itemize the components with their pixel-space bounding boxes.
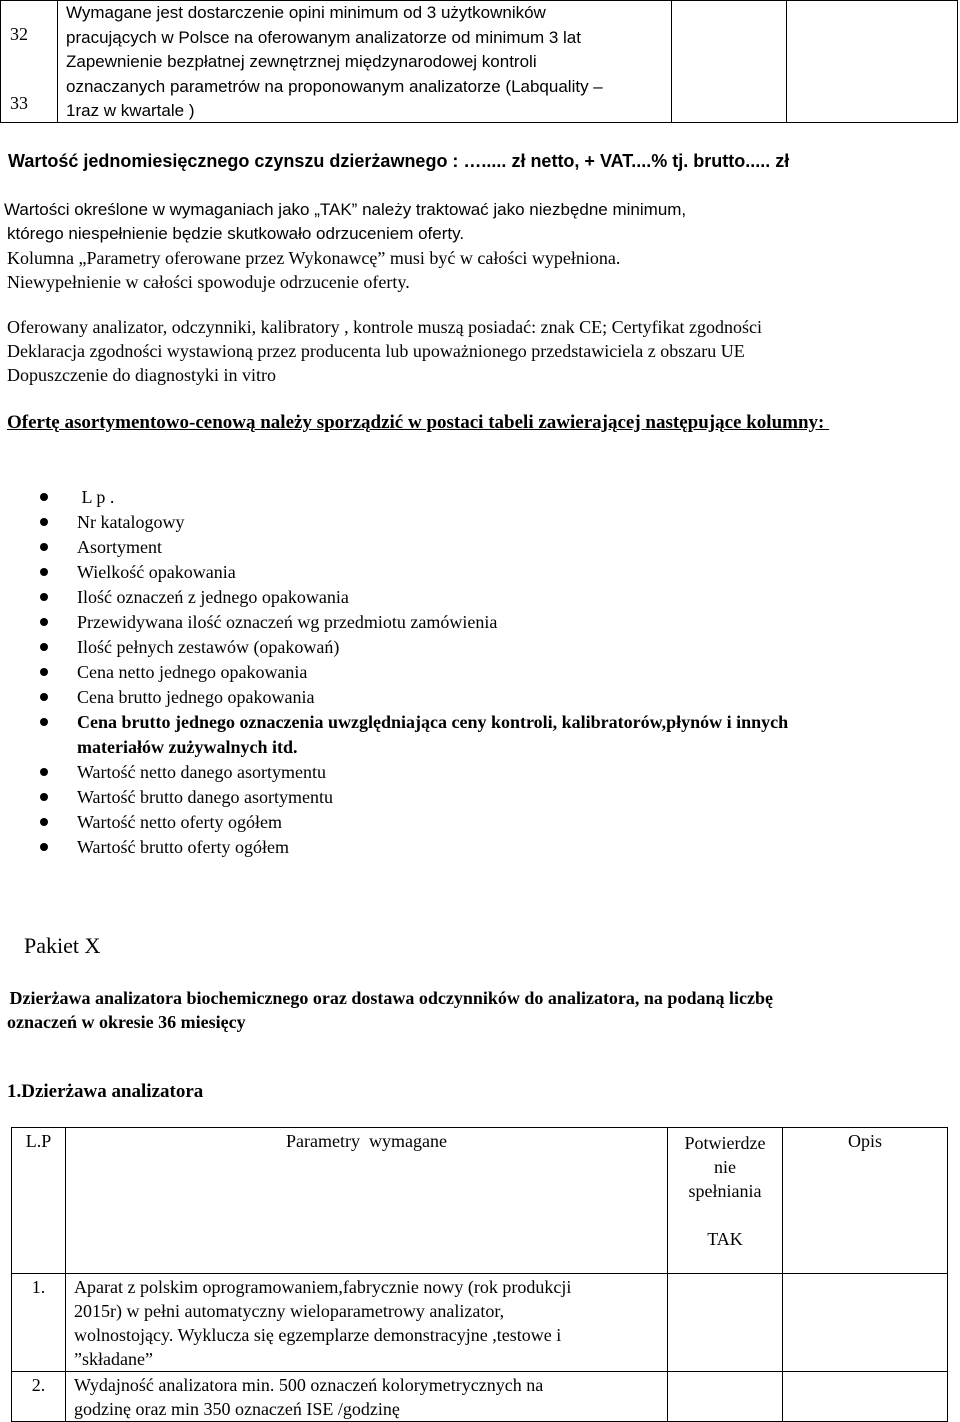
row-lp: 2. [12,1372,66,1422]
cert-line: Dopuszczenie do diagnostyki in vitro [7,365,276,385]
package-title: Pakiet X [24,933,101,958]
row-number: 33 [10,93,28,113]
header-confirm: Potwierdze nie spełniania TAK [668,1128,783,1274]
requirement-line: 1raz w kwartale ) [66,101,195,120]
parameters-table [11,1127,948,1422]
bullet-icon [40,593,48,601]
header-params: Parametry wymagane [66,1128,668,1274]
note-line: Wartości określone w wymaganiach jako „TAK” należy traktować jako niezbędne minimum, [4,200,687,219]
table-row [12,1274,948,1372]
description-cell [787,1,958,123]
row-confirm [668,1274,783,1372]
row-number: 32 [10,24,28,44]
offer-heading: Ofertę asortymentowo-cenową należy sporządzić w postaci tabeli zawierającej następujące kolumny: [7,412,830,433]
header-desc: Opis [783,1128,948,1274]
bullet-icon [40,768,48,776]
requirement-line: Zapewnienie bezpłatnej zewnętrznej międzynarodowej kontroli [66,52,537,71]
bullet-icon [40,568,48,576]
requirements-table [0,0,958,123]
bullet-icon [40,643,48,651]
requirement-text-cell [58,1,672,123]
row-confirm [668,1372,783,1422]
row-desc [783,1372,948,1422]
package-description: Dzierżawa analizatora biochemicznego oraz dostawa odczynników do analizatora, na podaną liczbę [5,988,773,1008]
row-desc [783,1274,948,1372]
package-description: oznaczeń w okresie 36 miesięcy [7,1012,246,1032]
section-title: 1.Dzierżawa analizatora [7,1081,204,1102]
cert-line: Deklaracja zgodności wystawioną przez producenta lub upoważnionego przedstawiciela z obszaru UE [7,341,745,361]
bullet-icon [40,543,48,551]
confirmation-cell [672,1,787,123]
requirement-line: pracujących w Polsce na oferowanym analizatorze od minimum 3 lat [66,27,581,47]
bullet-icon [40,693,48,701]
note-line: Niewypełnienie w całości spowoduje odrzucenie oferty. [7,272,410,292]
cert-line: Oferowany analizator, odczynniki, kalibratory , kontrole muszą posiadać: znak CE; Certyfikat zgodności [7,317,763,337]
table-row [12,1372,948,1422]
bullet-icon [40,843,48,851]
note-line: Kolumna „Parametry oferowane przez Wykonawcę” musi być w całości wypełniona. [7,248,621,268]
bullet-icon [40,493,48,501]
bullet-icon [40,668,48,676]
rent-value-line: Wartość jednomiesięcznego czynszu dzierżawnego : …..... zł netto, + VAT....% tj. brutto..... zł [8,151,790,171]
row-lp: 1. [12,1274,66,1372]
bullet-icon [40,818,48,826]
bullet-icon [40,518,48,526]
requirement-line: oznaczanych parametrów na proponowanym analizatorze (Labquality – [66,76,603,96]
header-lp: L.P [12,1128,66,1274]
row-number-cell [1,1,58,123]
bullet-icon [40,793,48,801]
bullet-icon [40,718,48,726]
row-params: Aparat z polskim oprogramowaniem,fabrycznie nowy (rok produkcji 2015r) w pełni automatyczny wieloparametrowy analizator, wolnostojący. Wyklucza się egzemplarze demonstracyjne ,testowe i ”składane” [66,1274,668,1372]
row-params: Wydajność analizatora min. 500 oznaczeń kolorymetrycznych na godzinę oraz min 350 oznaczeń ISE /godzinę [66,1372,668,1422]
bullet-icon [40,618,48,626]
requirement-line: Wymagane jest dostarczenie opini minimum od 3 użytkowników [66,3,546,22]
note-line: którego niespełnienie będzie skutkowało odrzuceniem oferty. [7,224,465,243]
